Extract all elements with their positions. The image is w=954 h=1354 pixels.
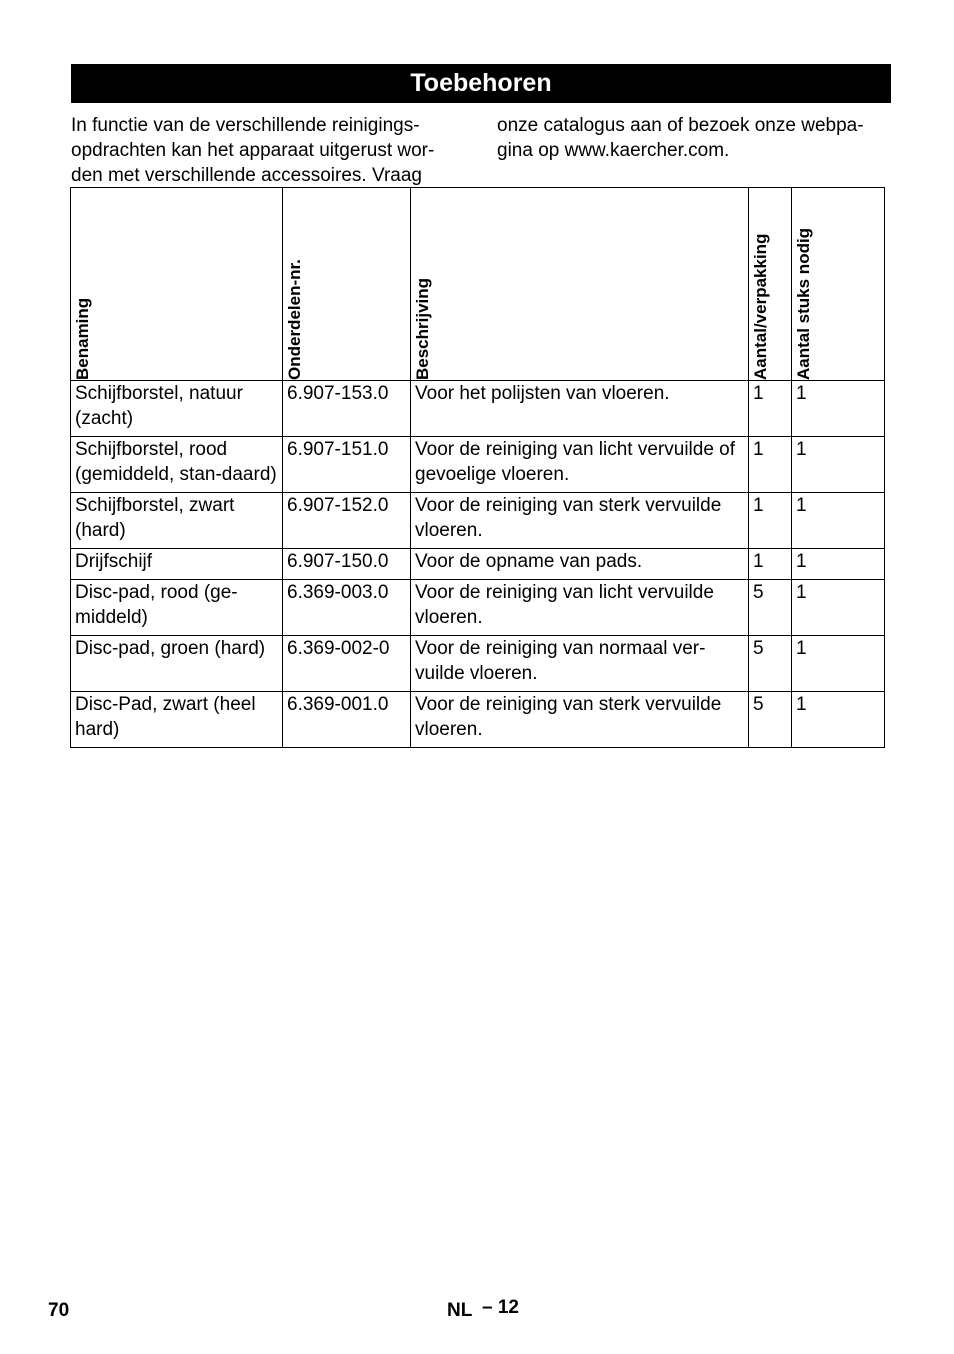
header-aantal-verpakking	[749, 188, 792, 381]
cell-benaming: Schijfborstel, rood (gemiddeld, stan-daard)	[71, 437, 283, 493]
cell-description: Voor de reiniging van sterk vervuilde vloeren.	[411, 692, 749, 748]
header-beschrijving	[411, 188, 749, 381]
table-row	[71, 437, 885, 493]
cell-benaming: Disc-Pad, zwart (heel hard)	[71, 692, 283, 748]
cell-required: 1	[792, 493, 885, 549]
cell-benaming: Disc-pad, rood (ge-middeld)	[71, 580, 283, 636]
cell-description: Voor de reiniging van normaal ver-vuilde vloeren.	[411, 636, 749, 692]
header-benaming	[71, 188, 283, 381]
cell-per-pack: 5	[749, 692, 792, 748]
cell-description: Voor de reiniging van sterk vervuilde vloeren.	[411, 493, 749, 549]
language-code: NL	[447, 1300, 473, 1321]
cell-per-pack: 1	[749, 437, 792, 493]
accessories-table	[70, 187, 885, 748]
page-title: Toebehoren	[71, 64, 891, 103]
cell-part-number: 6.907-150.0	[283, 549, 411, 580]
header-aantal-stuks-nodig	[792, 188, 885, 381]
intro-text-right: onze catalogus aan of bezoek onze webpa-gina op www.kaercher.com.	[497, 115, 864, 161]
cell-required: 1	[792, 381, 885, 437]
cell-benaming: Schijfborstel, natuur (zacht)	[71, 381, 283, 437]
cell-part-number: 6.369-003.0	[283, 580, 411, 636]
table-row	[71, 636, 885, 692]
cell-description: Voor de reiniging van licht vervuilde of gevoelige vloeren.	[411, 437, 749, 493]
cell-description: Voor het polijsten van vloeren.	[411, 381, 749, 437]
header-label: Beschrijving	[413, 277, 432, 380]
cell-benaming: Drijfschijf	[71, 549, 283, 580]
section-page-number: – 12	[482, 1297, 519, 1318]
cell-description: Voor de opname van pads.	[411, 549, 749, 580]
cell-per-pack: 1	[749, 381, 792, 437]
header-label: Onderdelen-nr.	[285, 259, 304, 380]
table-row	[71, 692, 885, 748]
cell-required: 1	[792, 580, 885, 636]
table-header-row	[71, 188, 885, 381]
intro-text-left: In functie van de verschillende reinigings-opdrachten kan het apparaat uitgerust wor-den met verschillende accessoires. Vraag	[71, 115, 435, 186]
cell-part-number: 6.907-152.0	[283, 493, 411, 549]
cell-description: Voor de reiniging van licht vervuilde vloeren.	[411, 580, 749, 636]
cell-required: 1	[792, 437, 885, 493]
table-row	[71, 493, 885, 549]
cell-per-pack: 1	[749, 549, 792, 580]
cell-per-pack: 5	[749, 580, 792, 636]
cell-part-number: 6.369-002-0	[283, 636, 411, 692]
cell-part-number: 6.907-153.0	[283, 381, 411, 437]
cell-part-number: 6.369-001.0	[283, 692, 411, 748]
header-label: Aantal/verpakking	[751, 233, 770, 380]
cell-required: 1	[792, 549, 885, 580]
table-row	[71, 580, 885, 636]
table-row	[71, 549, 885, 580]
header-label: Benaming	[73, 297, 92, 380]
cell-part-number: 6.907-151.0	[283, 437, 411, 493]
header-label: Aantal stuks nodig	[794, 227, 813, 380]
table-row	[71, 381, 885, 437]
cell-required: 1	[792, 692, 885, 748]
page-number: 70	[48, 1300, 70, 1321]
cell-benaming: Disc-pad, groen (hard)	[71, 636, 283, 692]
header-onderdelen-nr	[283, 188, 411, 381]
cell-per-pack: 5	[749, 636, 792, 692]
cell-benaming: Schijfborstel, zwart (hard)	[71, 493, 283, 549]
cell-per-pack: 1	[749, 493, 792, 549]
cell-required: 1	[792, 636, 885, 692]
